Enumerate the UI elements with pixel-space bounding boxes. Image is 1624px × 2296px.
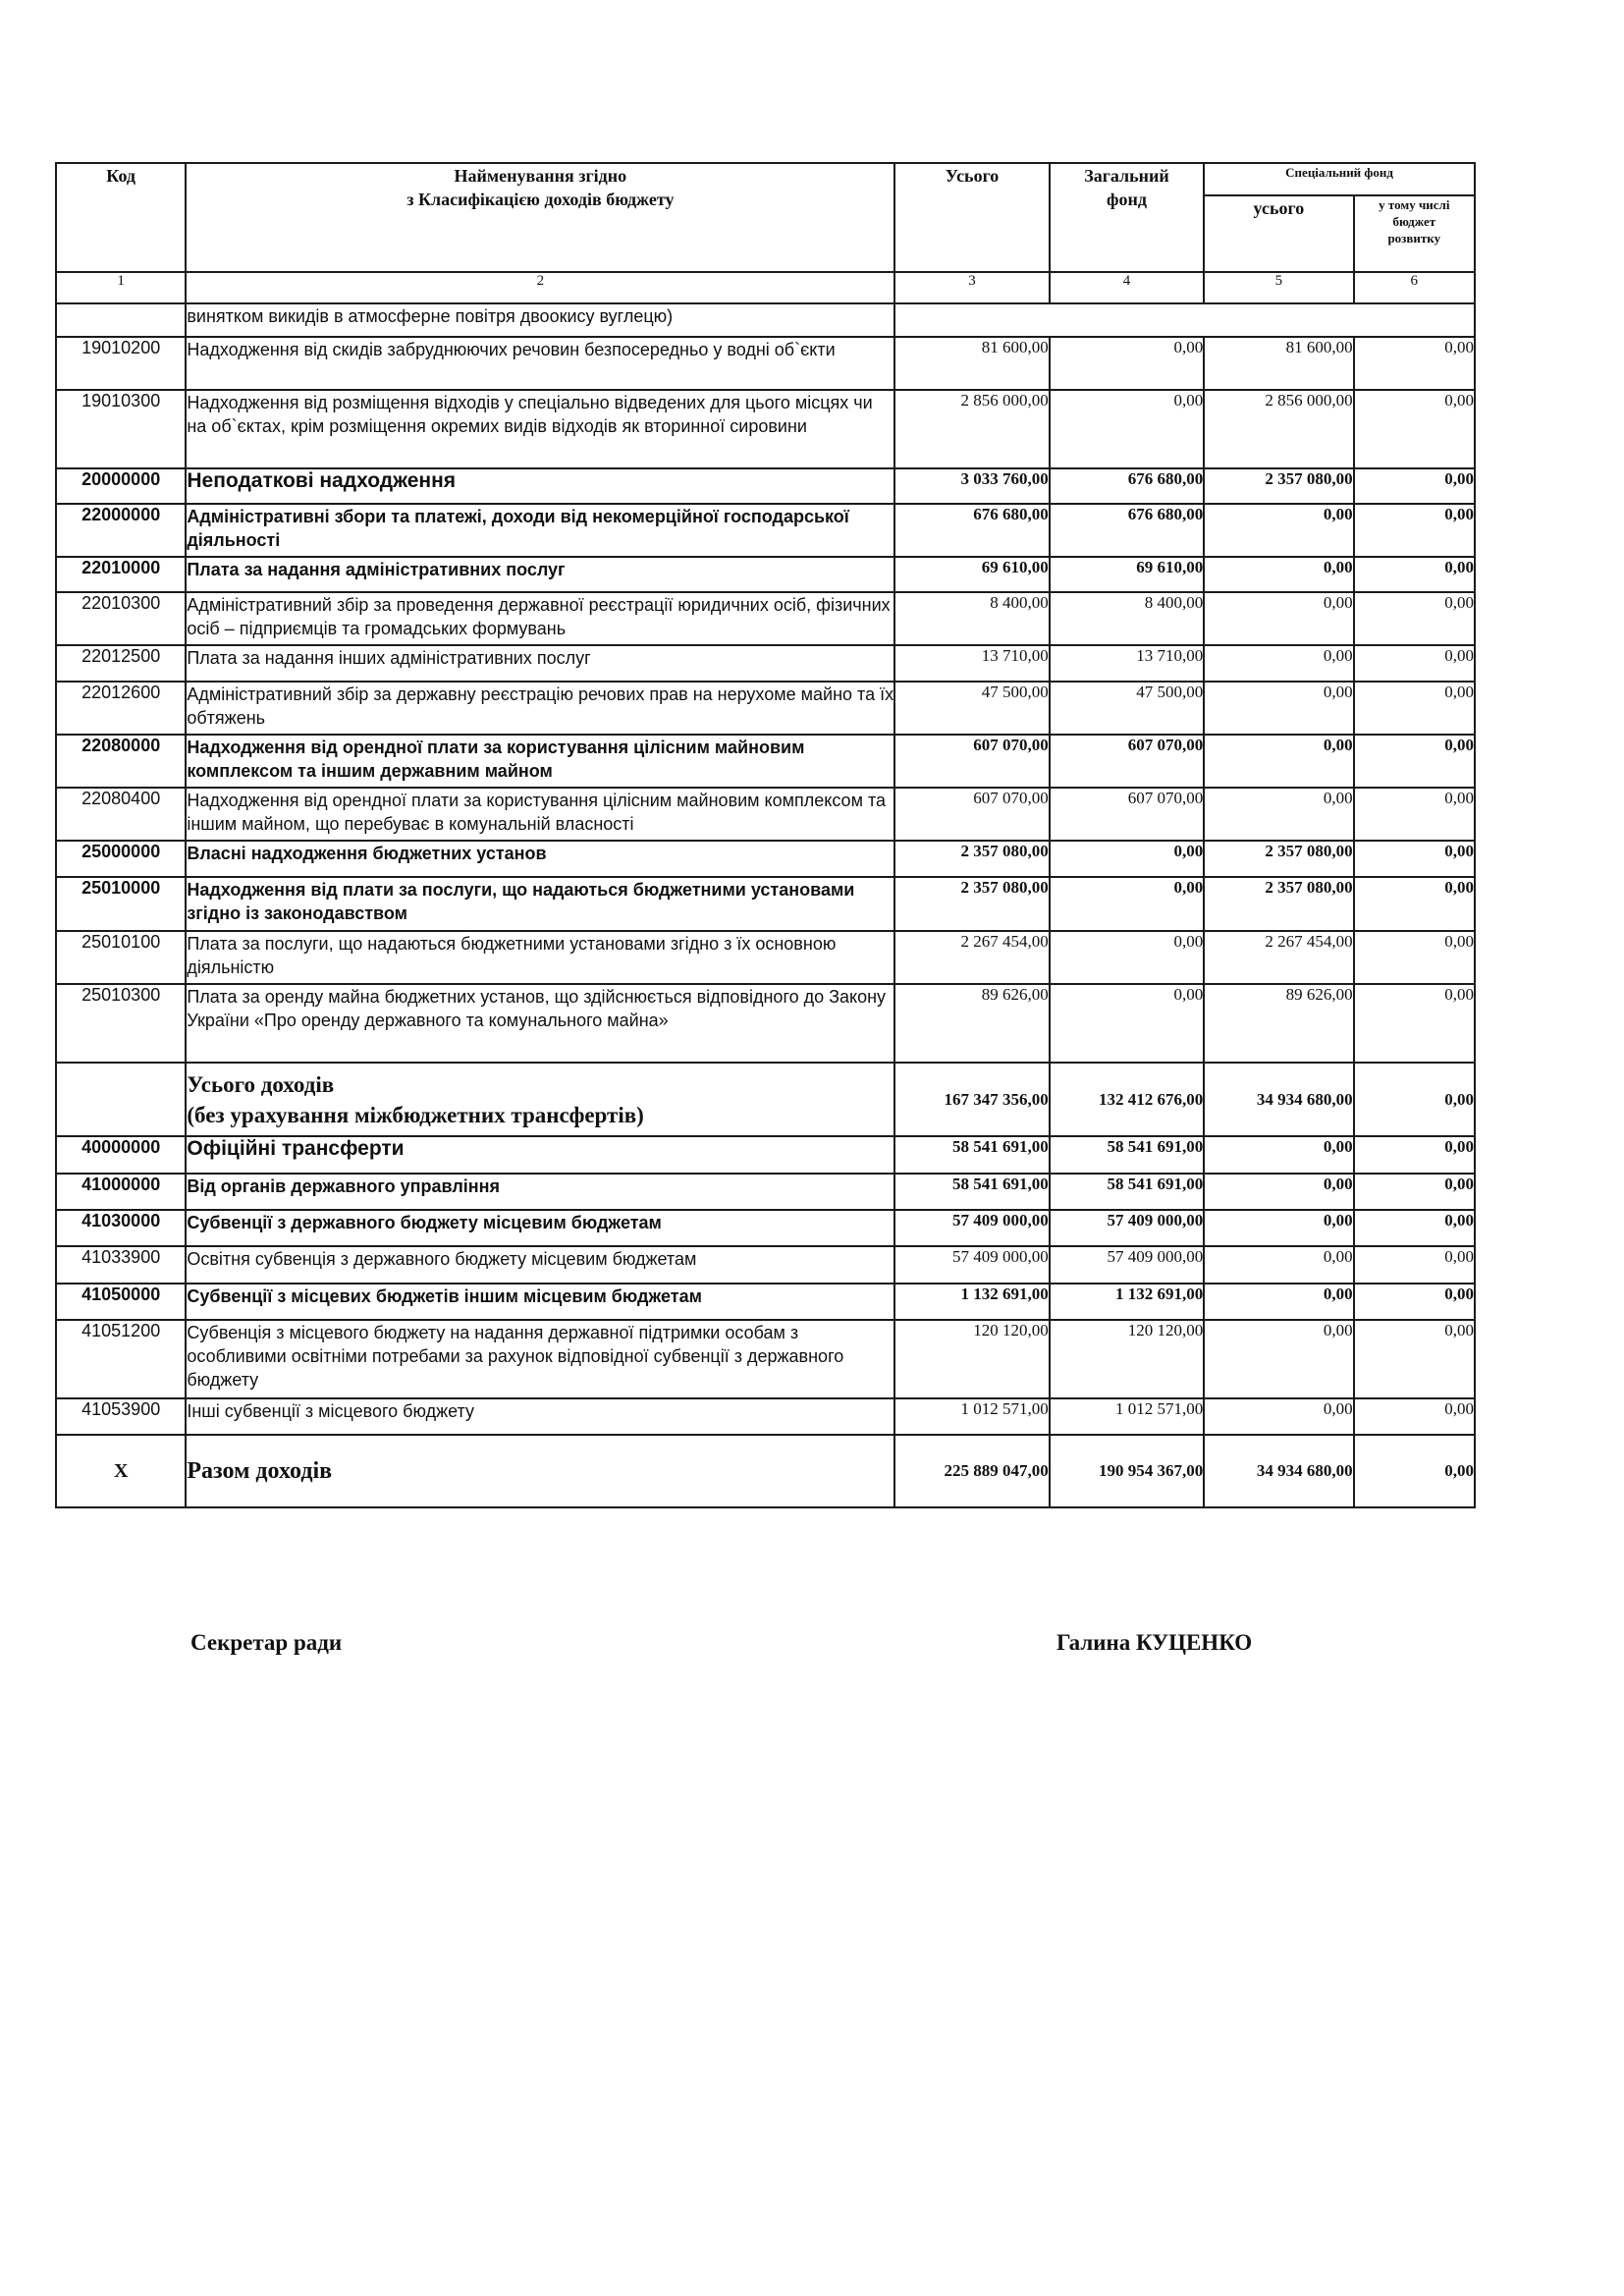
row-name: Плата за послуги, що надаються бюджетними установами згідно з їх основною діяльністю — [186, 931, 894, 984]
row-general-fund: 676 680,00 — [1050, 504, 1204, 557]
row-total: 47 500,00 — [894, 682, 1049, 735]
header-development-budget — [1354, 195, 1475, 272]
row-development-budget: 0,00 — [1354, 337, 1475, 390]
column-number: 4 — [1050, 272, 1204, 303]
row-name: Неподаткові надходження — [186, 468, 894, 504]
row-development-budget: 0,00 — [1354, 984, 1475, 1063]
row-total: 2 357 080,00 — [894, 841, 1049, 877]
row-general-fund: 8 400,00 — [1050, 592, 1204, 645]
table-row — [56, 592, 1475, 645]
row-name: Від органів державного управління — [186, 1174, 894, 1210]
table-row-continuation — [56, 303, 1475, 337]
row-development-budget: 0,00 — [1354, 1284, 1475, 1320]
row-total: 676 680,00 — [894, 504, 1049, 557]
row-name: Адміністративний збір за проведення державної реєстрації юридичних осіб, фізичних осіб – підприємців та громадських формувань — [186, 592, 894, 645]
revenue-table — [55, 162, 1476, 1508]
row-total: 2 267 454,00 — [894, 931, 1049, 984]
row-special-fund: 0,00 — [1204, 1174, 1353, 1210]
row-general-fund: 0,00 — [1050, 841, 1204, 877]
row-special-fund: 0,00 — [1204, 504, 1353, 557]
row-name: Інші субвенції з місцевого бюджету — [186, 1398, 894, 1435]
row-name: Плата за оренду майна бюджетних установ, що здійснюється відповідного до Закону України «Про оренду державного та комунального майна» — [186, 984, 894, 1063]
row-special-fund: 89 626,00 — [1204, 984, 1353, 1063]
row-development-budget: 0,00 — [1354, 390, 1475, 468]
row-name: Адміністративні збори та платежі, доходи від некомерційної господарської діяльності — [186, 504, 894, 557]
row-development-budget: 0,00 — [1354, 1210, 1475, 1246]
row-total: 1 132 691,00 — [894, 1284, 1049, 1320]
subtotal-special: 34 934 680,00 — [1204, 1063, 1353, 1136]
row-general-fund: 57 409 000,00 — [1050, 1210, 1204, 1246]
row-name: Власні надходження бюджетних установ — [186, 841, 894, 877]
row-total: 58 541 691,00 — [894, 1136, 1049, 1174]
row-general-fund: 0,00 — [1050, 337, 1204, 390]
row-code: 25010100 — [56, 931, 186, 984]
row-development-budget: 0,00 — [1354, 682, 1475, 735]
row-code: 41033900 — [56, 1246, 186, 1284]
header-special-total: усього — [1204, 195, 1353, 272]
table-row — [56, 1136, 1475, 1174]
row-general-fund: 1 012 571,00 — [1050, 1398, 1204, 1435]
row-development-budget: 0,00 — [1354, 1246, 1475, 1284]
row-total: 1 012 571,00 — [894, 1398, 1049, 1435]
row-total: 8 400,00 — [894, 592, 1049, 645]
row-code: 40000000 — [56, 1136, 186, 1174]
row-development-budget: 0,00 — [1354, 1320, 1475, 1398]
row-total: 69 610,00 — [894, 557, 1049, 592]
header-general-line2: фонд — [1107, 190, 1147, 209]
table-row — [56, 1210, 1475, 1246]
table-row — [56, 337, 1475, 390]
row-special-fund: 0,00 — [1204, 682, 1353, 735]
row-development-budget: 0,00 — [1354, 788, 1475, 841]
row-general-fund: 0,00 — [1050, 931, 1204, 984]
table-row — [56, 468, 1475, 504]
row-name: Офіційні трансферти — [186, 1136, 894, 1174]
row-name: Субвенції з державного бюджету місцевим бюджетам — [186, 1210, 894, 1246]
row-general-fund: 676 680,00 — [1050, 468, 1204, 504]
header-general-fund — [1050, 163, 1204, 272]
row-general-fund: 0,00 — [1050, 390, 1204, 468]
header-name — [186, 163, 894, 272]
row-general-fund: 57 409 000,00 — [1050, 1246, 1204, 1284]
row-general-fund: 58 541 691,00 — [1050, 1136, 1204, 1174]
table-row — [56, 841, 1475, 877]
row-code — [56, 1063, 186, 1136]
header-general-line1: Загальний — [1084, 166, 1169, 186]
row-total: 13 710,00 — [894, 645, 1049, 682]
row-development-budget: 0,00 — [1354, 877, 1475, 931]
table-row — [56, 1398, 1475, 1435]
row-special-fund: 0,00 — [1204, 592, 1353, 645]
row-code: 41051200 — [56, 1320, 186, 1398]
row-total: 3 033 760,00 — [894, 468, 1049, 504]
row-name: Надходження від орендної плати за користування цілісним майновим комплексом та іншим майном, що перебуває в комунальній власності — [186, 788, 894, 841]
column-number: 1 — [56, 272, 186, 303]
table-row — [56, 390, 1475, 468]
row-special-fund: 2 856 000,00 — [1204, 390, 1353, 468]
row-name: Надходження від орендної плати за користування цілісним майновим комплексом та іншим державним майном — [186, 735, 894, 788]
row-special-fund: 2 357 080,00 — [1204, 877, 1353, 931]
row-total: 2 357 080,00 — [894, 877, 1049, 931]
row-code: 20000000 — [56, 468, 186, 504]
column-number: 6 — [1354, 272, 1475, 303]
row-empty — [894, 303, 1475, 337]
row-general-fund: 69 610,00 — [1050, 557, 1204, 592]
grand-total-general: 190 954 367,00 — [1050, 1435, 1204, 1507]
row-general-fund: 0,00 — [1050, 984, 1204, 1063]
row-general-fund: 47 500,00 — [1050, 682, 1204, 735]
row-general-fund: 0,00 — [1050, 877, 1204, 931]
row-code — [56, 303, 186, 337]
header-code: Код — [56, 163, 186, 272]
row-code: 22012500 — [56, 645, 186, 682]
grand-total-code: X — [56, 1435, 186, 1507]
row-special-fund: 0,00 — [1204, 1320, 1353, 1398]
row-total: 57 409 000,00 — [894, 1246, 1049, 1284]
row-total: 607 070,00 — [894, 788, 1049, 841]
grand-total-name: Разом доходів — [186, 1435, 894, 1507]
row-name: Надходження від плати за послуги, що надаються бюджетними установами згідно із законодавством — [186, 877, 894, 931]
row-development-budget: 0,00 — [1354, 645, 1475, 682]
row-code: 19010200 — [56, 337, 186, 390]
row-name: Субвенція з місцевого бюджету на надання державної підтримки особам з особливими освітніми потребами за рахунок відповідної субвенції з державного бюджету — [186, 1320, 894, 1398]
row-special-fund: 2 267 454,00 — [1204, 931, 1353, 984]
row-code: 41030000 — [56, 1210, 186, 1246]
table-row — [56, 1284, 1475, 1320]
row-total: 58 541 691,00 — [894, 1174, 1049, 1210]
grand-total-special: 34 934 680,00 — [1204, 1435, 1353, 1507]
row-special-fund: 81 600,00 — [1204, 337, 1353, 390]
row-general-fund: 120 120,00 — [1050, 1320, 1204, 1398]
row-total: 607 070,00 — [894, 735, 1049, 788]
header-dev-line2: бюджет — [1392, 214, 1436, 229]
header-dev-line3: розвитку — [1387, 231, 1441, 246]
row-code: 22010300 — [56, 592, 186, 645]
row-special-fund: 0,00 — [1204, 1246, 1353, 1284]
signature-person: Галина КУЦЕНКО — [1056, 1630, 1253, 1655]
header-dev-line1: у тому числі — [1379, 197, 1450, 212]
table-row — [56, 788, 1475, 841]
row-general-fund: 607 070,00 — [1050, 788, 1204, 841]
table-row — [56, 645, 1475, 682]
row-code: 22080000 — [56, 735, 186, 788]
grand-total-total: 225 889 047,00 — [894, 1435, 1049, 1507]
row-special-fund: 0,00 — [1204, 1284, 1353, 1320]
row-total: 81 600,00 — [894, 337, 1049, 390]
row-special-fund: 0,00 — [1204, 557, 1353, 592]
row-total: 120 120,00 — [894, 1320, 1049, 1398]
row-name: Адміністративний збір за державну реєстрацію речових прав на нерухоме майно та їх обтяжень — [186, 682, 894, 735]
header-name-line2: з Класифікацією доходів бюджету — [406, 190, 675, 209]
header-name-line1: Найменування згідно — [454, 166, 627, 186]
row-code: 41050000 — [56, 1284, 186, 1320]
row-code: 22012600 — [56, 682, 186, 735]
row-total: 2 856 000,00 — [894, 390, 1049, 468]
row-code: 22080400 — [56, 788, 186, 841]
row-development-budget: 0,00 — [1354, 557, 1475, 592]
subtotal-name-line1: Усього доходів — [187, 1072, 335, 1097]
row-development-budget: 0,00 — [1354, 504, 1475, 557]
row-special-fund: 0,00 — [1204, 1210, 1353, 1246]
row-special-fund: 0,00 — [1204, 735, 1353, 788]
row-name: винятком викидів в атмосферне повітря двоокису вуглецю) — [186, 303, 894, 337]
table-row — [56, 504, 1475, 557]
row-total: 89 626,00 — [894, 984, 1049, 1063]
row-code: 25010000 — [56, 877, 186, 931]
row-special-fund: 0,00 — [1204, 645, 1353, 682]
row-development-budget: 0,00 — [1354, 735, 1475, 788]
grand-total-row — [56, 1435, 1475, 1507]
row-general-fund: 13 710,00 — [1050, 645, 1204, 682]
row-name: Надходження від розміщення відходів у спеціально відведених для цього місцях чи на об`єктах, крім розміщення окремих видів відходів як вторинної сировини — [186, 390, 894, 468]
signature-position: Секретар ради — [190, 1630, 343, 1655]
row-name: Плата за надання інших адміністративних послуг — [186, 645, 894, 682]
table-row — [56, 682, 1475, 735]
table-row — [56, 931, 1475, 984]
header-special-fund: Спеціальний фонд — [1204, 163, 1475, 195]
row-name: Освітня субвенція з державного бюджету місцевим бюджетам — [186, 1246, 894, 1284]
subtotal-name — [186, 1063, 894, 1136]
table-row — [56, 984, 1475, 1063]
row-name: Плата за надання адміністративних послуг — [186, 557, 894, 592]
row-development-budget: 0,00 — [1354, 1174, 1475, 1210]
subtotal-name-line2: (без урахування міжбюджетних трансфертів) — [187, 1103, 644, 1127]
row-general-fund: 1 132 691,00 — [1050, 1284, 1204, 1320]
row-code: 25010300 — [56, 984, 186, 1063]
column-number: 3 — [894, 272, 1049, 303]
row-special-fund: 0,00 — [1204, 1398, 1353, 1435]
subtotal-total: 167 347 356,00 — [894, 1063, 1049, 1136]
table-row — [56, 735, 1475, 788]
row-general-fund: 607 070,00 — [1050, 735, 1204, 788]
row-development-budget: 0,00 — [1354, 931, 1475, 984]
column-number-row — [56, 272, 1475, 303]
table-row — [56, 1246, 1475, 1284]
row-code: 22000000 — [56, 504, 186, 557]
subtotal-dev: 0,00 — [1354, 1063, 1475, 1136]
row-total: 57 409 000,00 — [894, 1210, 1049, 1246]
row-code: 41053900 — [56, 1398, 186, 1435]
table-row — [56, 1320, 1475, 1398]
row-special-fund: 2 357 080,00 — [1204, 841, 1353, 877]
row-development-budget: 0,00 — [1354, 841, 1475, 877]
grand-total-dev: 0,00 — [1354, 1435, 1475, 1507]
row-development-budget: 0,00 — [1354, 1398, 1475, 1435]
row-development-budget: 0,00 — [1354, 468, 1475, 504]
row-special-fund: 0,00 — [1204, 1136, 1353, 1174]
row-general-fund: 58 541 691,00 — [1050, 1174, 1204, 1210]
row-code: 41000000 — [56, 1174, 186, 1210]
row-code: 22010000 — [56, 557, 186, 592]
row-development-budget: 0,00 — [1354, 592, 1475, 645]
row-special-fund: 2 357 080,00 — [1204, 468, 1353, 504]
subtotal-row — [56, 1063, 1475, 1136]
column-number: 2 — [186, 272, 894, 303]
table-row — [56, 877, 1475, 931]
row-name: Субвенції з місцевих бюджетів іншим місцевим бюджетам — [186, 1284, 894, 1320]
row-development-budget: 0,00 — [1354, 1136, 1475, 1174]
column-number: 5 — [1204, 272, 1353, 303]
subtotal-general: 132 412 676,00 — [1050, 1063, 1204, 1136]
table-row — [56, 1174, 1475, 1210]
table-row — [56, 557, 1475, 592]
row-code: 25000000 — [56, 841, 186, 877]
row-name: Надходження від скидів забруднюючих речовин безпосередньо у водні об`єкти — [186, 337, 894, 390]
row-special-fund: 0,00 — [1204, 788, 1353, 841]
row-code: 19010300 — [56, 390, 186, 468]
header-total: Усього — [894, 163, 1049, 272]
